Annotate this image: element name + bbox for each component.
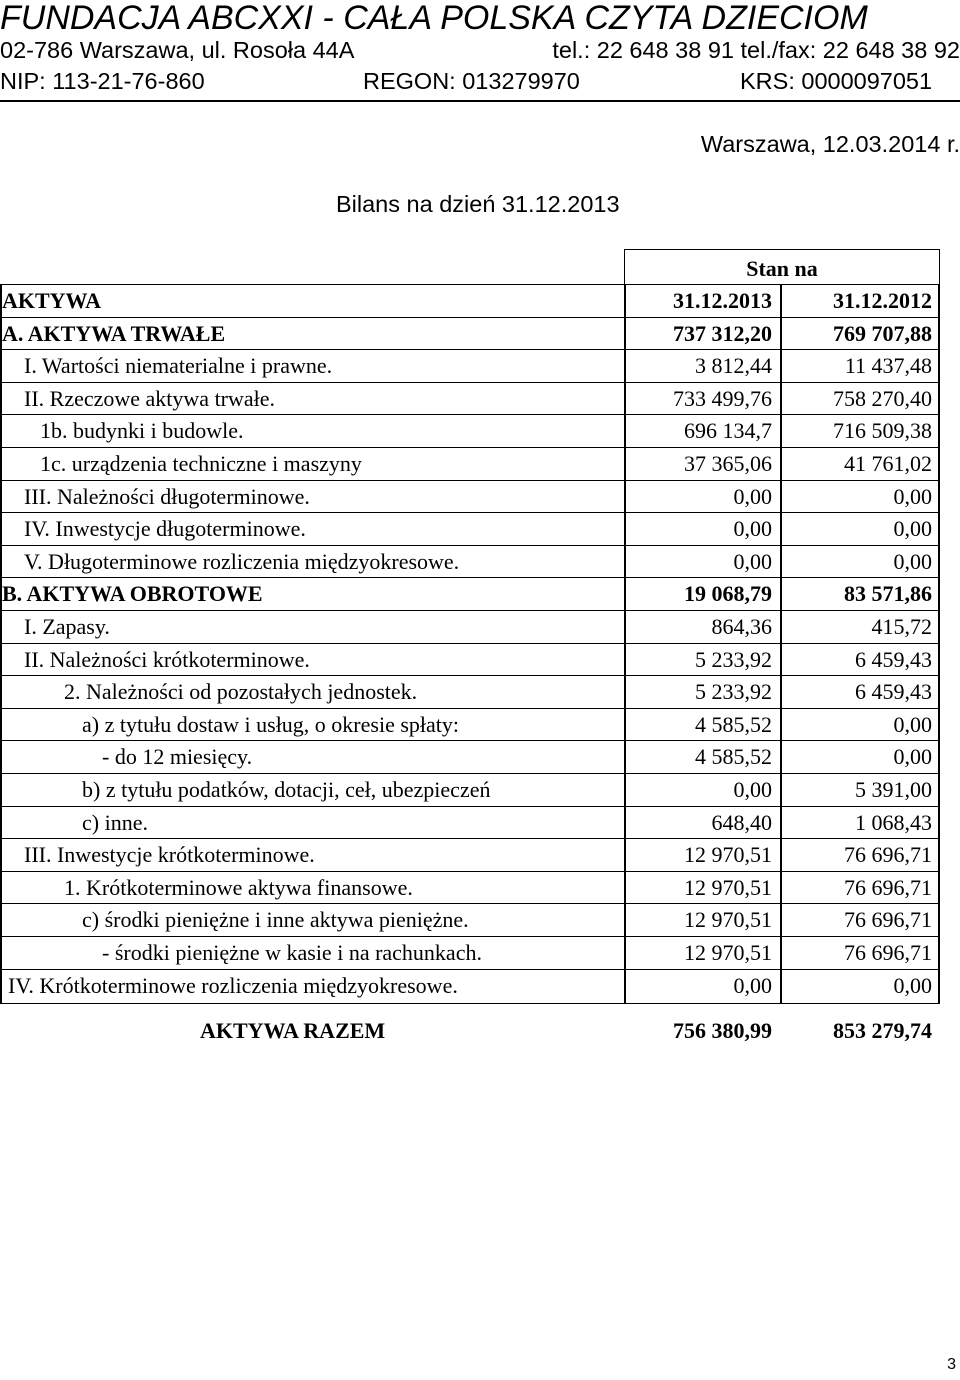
table-column-rule — [624, 806, 626, 840]
table-column-rule — [0, 577, 2, 611]
address: 02-786 Warszawa, ul. Rosoła 44A — [0, 37, 355, 63]
row-value-2013: 12 970,51 — [684, 940, 772, 965]
row-label: B. AKTYWA OBROTOWE — [2, 581, 263, 607]
row-value-2013: 0,00 — [733, 516, 772, 542]
row-value-2012: 415,72 — [871, 614, 932, 639]
table-column-rule — [0, 806, 2, 840]
table-column-rule — [780, 414, 782, 448]
header-label: AKTYWA — [2, 288, 102, 313]
table-column-rule — [780, 903, 782, 937]
row-value-2012: 1 068,43 — [855, 809, 932, 835]
row-value-2012: 41 761,02 — [844, 451, 932, 476]
row-value-2013: 19 068,79 — [684, 581, 772, 607]
table-column-rule — [938, 838, 940, 872]
table-row — [0, 480, 940, 513]
table-column-rule — [938, 806, 940, 840]
row-label: I. Wartości niematerialne i prawne. — [24, 353, 333, 379]
row-value-2012: 0,00 — [893, 516, 932, 542]
table-column-rule — [624, 284, 626, 318]
table-column-rule — [0, 773, 2, 807]
row-label: 1. Krótkoterminowe aktywa finansowe. — [64, 874, 413, 900]
table-row — [0, 545, 940, 578]
table-column-rule — [624, 382, 626, 416]
table-column-rule — [0, 414, 2, 448]
row-value-2013: 5 233,92 — [695, 679, 772, 705]
table-column-rule — [0, 675, 2, 709]
table-column-rule — [938, 480, 940, 514]
table-column-rule — [780, 545, 782, 579]
table-header-row — [0, 284, 940, 317]
table-row — [0, 317, 940, 350]
row-label: II. Należności krótkoterminowe. — [24, 646, 310, 672]
row-label: a) z tytułu dostaw i usług, o okresie spłaty: — [82, 711, 459, 737]
table-column-rule — [0, 284, 2, 318]
row-value-2013: 3 812,44 — [695, 353, 772, 379]
table-column-rule — [780, 610, 782, 644]
table-row — [0, 740, 940, 773]
table-column-rule — [0, 838, 2, 872]
table-column-rule — [938, 512, 940, 546]
table-column-rule — [938, 545, 940, 579]
table-row — [0, 936, 940, 969]
table-row — [0, 414, 940, 447]
table-column-rule — [780, 708, 782, 742]
table-column-rule — [780, 936, 782, 970]
row-value-2013: 0,00 — [733, 548, 772, 574]
table-row — [0, 610, 940, 643]
row-label: c) środki pieniężne i inne aktywa pieniężne. — [82, 907, 469, 933]
row-label: 2. Należności od pozostałych jednostek. — [64, 679, 418, 705]
table-row — [0, 512, 940, 545]
table-column-rule — [624, 903, 626, 937]
table-column-rule — [624, 610, 626, 644]
table-row — [0, 643, 940, 676]
row-value-2012: 6 459,43 — [855, 646, 932, 672]
table-column-rule — [938, 284, 940, 318]
table-column-rule — [624, 708, 626, 742]
table-column-rule — [938, 349, 940, 383]
row-value-2012: 76 696,71 — [844, 842, 932, 868]
row-value-2012: 0,00 — [893, 972, 932, 998]
row-value-2012: 5 391,00 — [855, 777, 932, 802]
table-column-rule — [624, 512, 626, 546]
table-column-rule — [0, 740, 2, 774]
table-column-rule — [938, 871, 940, 905]
row-label: b) z tytułu podatków, dotacji, ceł, ubezpieczeń — [82, 777, 491, 802]
table-column-rule — [624, 577, 626, 611]
table-column-rule — [624, 349, 626, 383]
table-column-rule — [624, 675, 626, 709]
row-value-2012: 76 696,71 — [844, 940, 932, 965]
row-value-2013: 737 312,20 — [673, 320, 772, 346]
table-column-rule — [624, 871, 626, 905]
row-value-2013: 864,36 — [711, 614, 772, 639]
row-label: - do 12 miesięcy. — [102, 744, 253, 770]
krs: KRS: 0000097051 — [740, 68, 933, 94]
foundation-title: FUNDACJA ABCXXI - CAŁA POLSKA CZYTA DZIECIOM — [0, 0, 868, 37]
row-label: V. Długoterminowe rozliczenia międzyokresowe. — [24, 548, 460, 574]
header-divider — [0, 100, 960, 102]
regon: REGON: 013279970 — [363, 68, 580, 94]
row-label: III. Inwestycje krótkoterminowe. — [24, 842, 315, 868]
row-label: c) inne. — [82, 809, 148, 835]
table-column-rule — [780, 317, 782, 351]
table-row — [0, 773, 940, 806]
table-column-rule — [780, 382, 782, 416]
table-column-rule — [938, 577, 940, 611]
table-column-rule — [938, 447, 940, 481]
stan-na-header: Stan na — [624, 249, 940, 286]
row-value-2013: 0,00 — [733, 777, 772, 802]
row-value-2013: 4 585,52 — [695, 711, 772, 737]
table-row — [0, 382, 940, 415]
table-column-rule — [0, 903, 2, 937]
row-label: - środki pieniężne w kasie i na rachunkach. — [102, 940, 482, 965]
table-column-rule — [624, 545, 626, 579]
table-column-rule — [938, 610, 940, 644]
document-title: Bilans na dzień 31.12.2013 — [336, 191, 620, 217]
table-column-rule — [624, 740, 626, 774]
table-column-rule — [938, 903, 940, 937]
table-column-rule — [780, 740, 782, 774]
row-value-2012: 6 459,43 — [855, 679, 932, 705]
table-column-rule — [0, 382, 2, 416]
table-column-rule — [624, 317, 626, 351]
table-row — [0, 838, 940, 871]
row-label: 1b. budynki i budowle. — [40, 418, 244, 444]
table-column-rule — [0, 480, 2, 514]
table-column-rule — [780, 806, 782, 840]
table-row — [0, 871, 940, 904]
table-column-rule — [0, 936, 2, 970]
document-date: Warszawa, 12.03.2014 r. — [700, 131, 960, 157]
table-row — [0, 969, 940, 1004]
table-column-rule — [624, 773, 626, 807]
total-value-2013: 756 380,99 — [673, 1018, 772, 1043]
table-row — [0, 708, 940, 741]
row-value-2012: 716 509,38 — [833, 418, 932, 444]
table-column-rule — [938, 675, 940, 709]
table-column-rule — [0, 708, 2, 742]
table-column-rule — [0, 447, 2, 481]
table-column-rule — [0, 317, 2, 351]
table-column-rule — [780, 577, 782, 611]
row-label: IV. Krótkoterminowe rozliczenia międzyokresowe. — [8, 972, 458, 998]
row-value-2013: 12 970,51 — [684, 907, 772, 933]
row-value-2012: 11 437,48 — [844, 353, 932, 379]
page-number: 3 — [947, 1356, 956, 1373]
table-row — [0, 903, 940, 936]
table-row — [0, 806, 940, 839]
table-column-rule — [780, 773, 782, 807]
row-value-2012: 0,00 — [893, 548, 932, 574]
table-column-rule — [938, 643, 940, 677]
table-column-rule — [780, 643, 782, 677]
table-column-rule — [624, 936, 626, 970]
table-column-rule — [780, 871, 782, 905]
header-line-1 — [0, 35, 960, 65]
table-column-rule — [0, 512, 2, 546]
table-column-rule — [780, 480, 782, 514]
table-column-rule — [780, 675, 782, 709]
table-column-rule — [938, 773, 940, 807]
row-label: A. AKTYWA TRWAŁE — [2, 320, 226, 346]
total-label: AKTYWA RAZEM — [200, 1018, 386, 1043]
row-value-2013: 37 365,06 — [684, 451, 772, 476]
table-row — [0, 447, 940, 480]
table-column-rule — [780, 969, 782, 1003]
row-value-2013: 4 585,52 — [695, 744, 772, 770]
table-column-rule — [624, 838, 626, 872]
header-col-2012: 31.12.2012 — [833, 288, 932, 313]
table-column-rule — [780, 284, 782, 318]
table-column-rule — [938, 740, 940, 774]
header-line-2 — [0, 66, 960, 96]
row-value-2013: 5 233,92 — [695, 646, 772, 672]
row-value-2012: 0,00 — [893, 744, 932, 770]
row-value-2012: 83 571,86 — [844, 581, 932, 607]
row-value-2013: 648,40 — [711, 809, 772, 835]
row-value-2012: 0,00 — [893, 483, 932, 509]
table-column-rule — [780, 838, 782, 872]
table-column-rule — [624, 643, 626, 677]
table-column-rule — [0, 610, 2, 644]
row-value-2013: 0,00 — [733, 483, 772, 509]
phone: tel.: 22 648 38 91 tel./fax: 22 648 38 92 — [552, 37, 960, 63]
row-label: 1c. urządzenia techniczne i maszyny — [40, 451, 362, 476]
header-col-2013: 31.12.2013 — [673, 288, 772, 313]
row-label: III. Należności długoterminowe. — [24, 483, 310, 509]
table-column-rule — [938, 382, 940, 416]
row-value-2013: 12 970,51 — [684, 874, 772, 900]
table-column-rule — [0, 643, 2, 677]
table-column-rule — [938, 969, 940, 1003]
table-column-rule — [780, 512, 782, 546]
row-value-2013: 733 499,76 — [673, 385, 772, 411]
total-value-2012: 853 279,74 — [833, 1018, 932, 1043]
row-label: IV. Inwestycje długoterminowe. — [24, 516, 306, 542]
table-column-rule — [938, 936, 940, 970]
table-column-rule — [0, 969, 2, 1003]
row-value-2013: 696 134,7 — [684, 418, 772, 444]
row-value-2013: 0,00 — [733, 972, 772, 998]
table-column-rule — [0, 871, 2, 905]
row-value-2012: 769 707,88 — [833, 320, 932, 346]
table-column-rule — [0, 349, 2, 383]
table-column-rule — [780, 349, 782, 383]
table-column-rule — [938, 708, 940, 742]
row-value-2013: 12 970,51 — [684, 842, 772, 868]
table-column-rule — [938, 414, 940, 448]
row-value-2012: 76 696,71 — [844, 874, 932, 900]
table-column-rule — [624, 414, 626, 448]
total-row — [0, 1015, 940, 1047]
table-row — [0, 577, 940, 610]
table-column-rule — [0, 545, 2, 579]
row-label: II. Rzeczowe aktywa trwałe. — [24, 385, 276, 411]
row-value-2012: 76 696,71 — [844, 907, 932, 933]
row-label: I. Zapasy. — [24, 614, 110, 639]
table-row — [0, 349, 940, 382]
row-value-2012: 758 270,40 — [833, 385, 932, 411]
table-column-rule — [780, 447, 782, 481]
table-column-rule — [938, 317, 940, 351]
nip: NIP: 113-21-76-860 — [0, 68, 205, 94]
table-column-rule — [624, 447, 626, 481]
table-row — [0, 675, 940, 708]
table-column-rule — [624, 969, 626, 1003]
table-column-rule — [624, 480, 626, 514]
row-value-2012: 0,00 — [893, 711, 932, 737]
